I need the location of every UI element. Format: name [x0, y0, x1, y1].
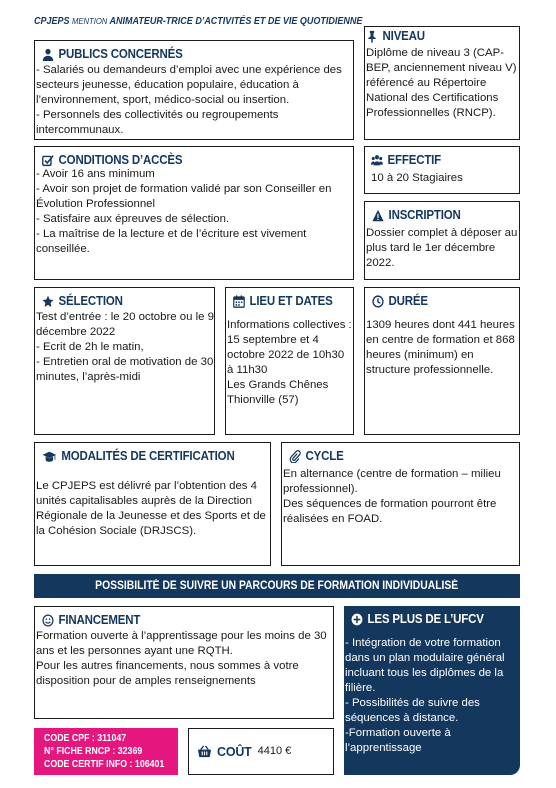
- pin-icon: [366, 30, 378, 43]
- smiley-icon: [42, 614, 54, 627]
- plus-line-1: - Intégration de votre formation dans un plan modulaire général incluant tous les diplômes de la filière.: [345, 637, 505, 694]
- paperclip-icon: [289, 450, 301, 463]
- banner-text: POSSIBILITÉ DE SUIVRE UN PARCOURS DE FORMATION INDIVIDUALISÉ: [95, 580, 459, 592]
- conditions-line-4: - La maîtrise de la lecture et de l’écriture est vivement conseillée.: [36, 228, 307, 255]
- plus-line-2: - Possibilités de suivre des séquences à distance.: [345, 697, 480, 724]
- code-certif-info: CODE CERTIF INFO : 106401: [44, 759, 165, 770]
- modalites-text: Le CPJEPS est délivré par l’obtention des 4 unités capitalisables auprès de la Direction Régionale de la Jeunesse et des Sports et de la Cohésion Sociale (DRJSCS).: [36, 480, 266, 537]
- selection-title: SÉLECTION: [58, 294, 123, 308]
- cout-value: 4410 €: [257, 745, 292, 757]
- financement-line-1: Formation ouverte à l’apprentissage pour les moins de 30 ans et les personnes ayant une RQTH.: [36, 630, 327, 657]
- conditions-line-2: - Avoir son projet de formation validé par son Conseiller en Évolution Professionnel: [36, 183, 332, 210]
- duree-section: [364, 287, 520, 435]
- plus-circle-icon: [351, 613, 363, 626]
- cycle-line-2: Des séquences de formation pourront être réalisées en FOAD.: [283, 498, 497, 525]
- niveau-section: [364, 26, 520, 140]
- modalites-title: MODALITÉS DE CERTIFICATION: [61, 449, 235, 463]
- code-cpf: CODE CPF : 311047: [44, 733, 127, 744]
- conditions-line-1: - Avoir 16 ans minimum: [36, 168, 155, 180]
- code-rncp: N° FICHE RNCP : 32369: [44, 746, 143, 757]
- header-brand: CPJEPS: [34, 16, 70, 27]
- financement-title: FINANCEMENT: [58, 613, 141, 627]
- user-icon: [42, 48, 54, 61]
- clock-icon: [372, 295, 384, 308]
- effectif-section: [364, 146, 520, 194]
- effectif-title: EFFECTIF: [387, 153, 442, 167]
- cycle-line-1: En alternance (centre de formation – milieu professionnel).: [283, 468, 501, 495]
- header-title: ANIMATEUR-TRICE D’ACTIVITÉS ET DE VIE QUOTIDIENNE: [109, 16, 363, 27]
- certification-codes: [34, 728, 178, 775]
- financement-line-2: Pour les autres financements, nous sommes à votre disposition pour de amples renseignements: [36, 660, 299, 687]
- inscription-text: Dossier complet à déposer au plus tard le 1er décembre 2022.: [366, 227, 518, 269]
- basket-icon: [197, 744, 212, 759]
- effectif-text: 10 à 20 Stagiaires: [371, 172, 463, 184]
- checkbox-icon: [42, 154, 54, 167]
- conditions-line-3: - Satisfaire aux épreuves de sélection.: [36, 213, 230, 225]
- lieu-line-2: 15 septembre et 4 octobre 2022 de 10h30 à 11h30: [227, 334, 345, 376]
- cout-section: [188, 728, 334, 775]
- warning-icon: [372, 209, 384, 222]
- header-mention: MENTION: [72, 16, 108, 26]
- financement-section: [34, 606, 334, 719]
- inscription-title: INSCRIPTION: [388, 208, 461, 222]
- publics-title: PUBLICS CONCERNÉS: [58, 47, 183, 61]
- inscription-section: [364, 201, 520, 280]
- cycle-section: [281, 442, 520, 566]
- document-header: [34, 16, 362, 27]
- publics-line-1: - Salariés ou demandeurs d’emploi avec une expérience des secteurs jeunesse, éducation populaire, éducation à l’environnement, sport, médico-social ou insertion.: [36, 64, 342, 106]
- lieu-title: LIEU ET DATES: [249, 294, 333, 308]
- duree-text: 1309 heures dont 441 heures en centre de formation et 868 heures (minimum) en structure professionnelle.: [366, 319, 515, 376]
- publics-section: [34, 40, 354, 140]
- ufcv-advantages-section: [344, 606, 520, 775]
- publics-line-2: - Personnels des collectivités ou regroupements intercommunaux.: [36, 109, 279, 136]
- cycle-title: CYCLE: [305, 449, 344, 463]
- selection-section: [34, 287, 215, 435]
- conditions-section: [34, 146, 354, 280]
- modalites-section: [34, 442, 271, 566]
- selection-line-2: - Ecrit de 2h le matin,: [36, 341, 144, 353]
- niveau-text: Diplôme de niveau 3 (CAP-BEP, anciennement niveau V) référencé au Répertoire National des Certifications Professionnelles (RNCP).: [366, 47, 517, 119]
- niveau-title: NIVEAU: [382, 29, 425, 43]
- group-icon: [371, 154, 383, 167]
- graduation-cap-icon: [42, 450, 57, 463]
- star-icon: [42, 295, 54, 308]
- duree-title: DURÉE: [388, 294, 428, 308]
- plus-title: LES PLUS DE L’UFCV: [367, 612, 484, 626]
- cout-title: COÛT: [217, 744, 252, 759]
- individual-path-banner: [34, 574, 520, 598]
- selection-line-1: Test d’entrée : le 20 octobre ou le 9 décembre 2022: [36, 311, 214, 338]
- lieu-line-3: Les Grands Chênes Thionville (57): [227, 379, 329, 406]
- selection-line-3: - Entretien oral de motivation de 30 minutes, l’après-midi: [36, 356, 214, 383]
- conditions-title: CONDITIONS D’ACCÈS: [58, 153, 183, 167]
- calendar-icon: [233, 295, 245, 308]
- lieu-line-1: Informations collectives :: [227, 319, 352, 331]
- lieu-section: [225, 287, 354, 435]
- plus-line-3: -Formation ouverte à l’apprentissage: [345, 727, 451, 754]
